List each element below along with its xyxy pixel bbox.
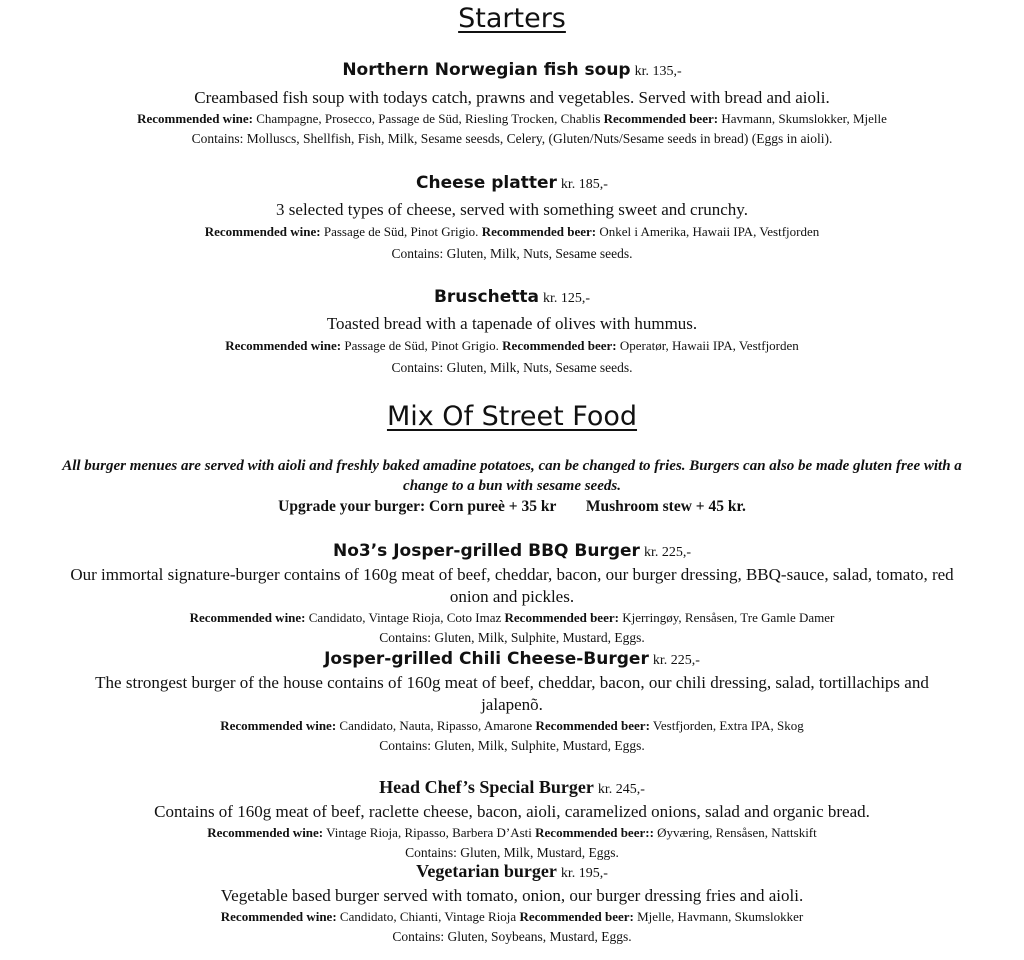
beer-label: Recommended beer: (535, 718, 650, 733)
item-price: kr. 195,- (560, 866, 608, 881)
item-price: kr. 125,- (542, 291, 591, 306)
wine-label: Recommended wine: (225, 338, 342, 353)
beer-list: Øyværing, Rensåsen, Nattskift (657, 825, 817, 840)
item-name: Cheese platter (416, 173, 557, 193)
wine-label: Recommended wine: (220, 909, 337, 924)
item-description: Toasted bread with a tapenade of olives with hummus. (326, 314, 698, 333)
wine-list: Passage de Süd, Pinot Grigio. (344, 338, 499, 353)
beer-list: Vestfjorden, Extra IPA, Skog (652, 718, 804, 733)
item-allergens: Contains: Gluten, Milk, Sulphite, Mustard, Eggs. (379, 630, 645, 645)
item-allergens: Contains: Gluten, Milk, Nuts, Sesame seeds. (391, 246, 633, 261)
beer-label: Recommended beer:: (535, 825, 654, 840)
beer-list: Operatør, Hawaii IPA, Vestfjorden (619, 338, 799, 353)
item-allergens: Contains: Gluten, Milk, Nuts, Sesame seeds. (391, 360, 633, 375)
wine-label: Recommended wine: (189, 610, 306, 625)
menu-item-vegetarian-burger (0, 860, 1024, 947)
street-food-section (0, 400, 1024, 434)
item-recommendations (0, 336, 1024, 356)
item-title (0, 776, 1024, 801)
item-name: Bruschetta (433, 287, 539, 307)
item-name: Vegetarian burger (416, 861, 557, 881)
beer-label: Recommended beer: (603, 111, 719, 126)
item-name: Northern Norwegian fish soup (342, 60, 631, 80)
item-description: Our immortal signature-burger contains of 160g meat of beef, cheddar, bacon, our burger dressing, BBQ-sauce, salad, tomato, red onion and pickles. (70, 565, 954, 606)
wine-list: Passage de Süd, Pinot Grigio. (323, 224, 479, 239)
item-price: kr. 245,- (597, 782, 645, 797)
beer-label: Recommended beer: (481, 224, 597, 239)
beer-list: Mjelle, Havmann, Skumslokker (637, 909, 804, 924)
item-price: kr. 225,- (643, 545, 692, 560)
item-title (0, 540, 1024, 564)
wine-list: Champagne, Prosecco, Passage de Süd, Riesling Trocken, Chablis (256, 111, 601, 126)
item-title (0, 860, 1024, 885)
item-price: kr. 185,- (560, 177, 608, 192)
menu-item-fish-soup (0, 59, 1024, 149)
item-title (0, 59, 1024, 83)
wine-list: Vintage Rioja, Ripasso, Barbera D’Asti (326, 825, 532, 840)
wine-label: Recommended wine: (137, 111, 254, 126)
item-name: Josper-grilled Chili Cheese-Burger (324, 649, 649, 669)
burger-upgrade (0, 497, 1024, 517)
item-name: Head Chef’s Special Burger (379, 777, 594, 797)
section-title-street-food: Mix Of Street Food (386, 401, 638, 432)
item-allergens: Contains: Gluten, Soybeans, Mustard, Eggs. (392, 929, 632, 944)
item-recommendations (0, 608, 1024, 628)
upgrade-label: Upgrade your burger: (278, 498, 426, 515)
item-description: Creambased fish soup with todays catch, prawns and vegetables. Served with bread and aioli. (194, 88, 830, 107)
section-title-starters: Starters (458, 3, 566, 34)
upgrade-option-mushroom: Mushroom stew + 45 kr. (585, 498, 746, 515)
menu-item-bruschetta (0, 286, 1024, 378)
item-price: kr. 225,- (652, 653, 700, 668)
wine-label: Recommended wine: (204, 224, 321, 239)
beer-label: Recommended beer: (504, 610, 619, 625)
beer-list: Kjerringøy, Rensåsen, Tre Gamle Damer (622, 610, 835, 625)
item-recommendations (0, 716, 1024, 736)
item-allergens: Contains: Molluscs, Shellfish, Fish, Milk, Sesame seesds, Celery, (Gluten/Nuts/Sesame seeds in bread) (Eggs in aioli). (191, 131, 833, 146)
menu-item-bbq-burger (0, 540, 1024, 648)
item-title (0, 172, 1024, 196)
menu-item-head-chef-burger (0, 776, 1024, 863)
menu-item-cheese-platter (0, 172, 1024, 264)
item-recommendations (0, 109, 1024, 129)
item-description: Vegetable based burger served with tomato, onion, our burger dressing fries and aioli. (220, 886, 804, 905)
beer-list: Onkel i Amerika, Hawaii IPA, Vestfjorden (599, 224, 820, 239)
item-recommendations (0, 823, 1024, 843)
starters-section (0, 2, 1024, 36)
item-title (0, 648, 1024, 672)
item-allergens: Contains: Gluten, Milk, Sulphite, Mustard, Eggs. (379, 738, 645, 753)
burger-note (0, 456, 1024, 517)
wine-list: Candidato, Chianti, Vintage Rioja (339, 909, 517, 924)
item-description: Contains of 160g meat of beef, raclette cheese, bacon, aioli, caramelized onions, salad and organic bread. (154, 802, 870, 821)
wine-list: Candidato, Nauta, Ripasso, Amarone (339, 718, 533, 733)
item-allergens: Contains: Gluten, Milk, Mustard, Eggs. (405, 845, 619, 860)
wine-list: Candidato, Vintage Rioja, Coto Imaz (308, 610, 502, 625)
item-recommendations (0, 222, 1024, 242)
menu-item-chili-cheese-burger (0, 648, 1024, 756)
item-price: kr. 135,- (634, 64, 682, 79)
upgrade-option-corn: Corn pureè + 35 kr (429, 498, 557, 515)
wine-label: Recommended wine: (220, 718, 337, 733)
item-recommendations (0, 907, 1024, 927)
item-name: No3’s Josper-grilled BBQ Burger (332, 541, 640, 561)
beer-label: Recommended beer: (502, 338, 617, 353)
item-description: The strongest burger of the house contains of 160g meat of beef, cheddar, bacon, our chili dressing, salad, tortillachips and jalapenõ. (95, 673, 929, 714)
beer-list: Havmann, Skumslokker, Mjelle (721, 111, 887, 126)
beer-label: Recommended beer: (519, 909, 634, 924)
item-title (0, 286, 1024, 310)
item-description: 3 selected types of cheese, served with something sweet and crunchy. (276, 200, 748, 219)
wine-label: Recommended wine: (207, 825, 324, 840)
burger-serving-note: All burger menues are served with aioli and freshly baked amadine potatoes, can be changed to fries. Burgers can also be made gluten free with a change to a bun with sesame seeds. (62, 458, 962, 494)
